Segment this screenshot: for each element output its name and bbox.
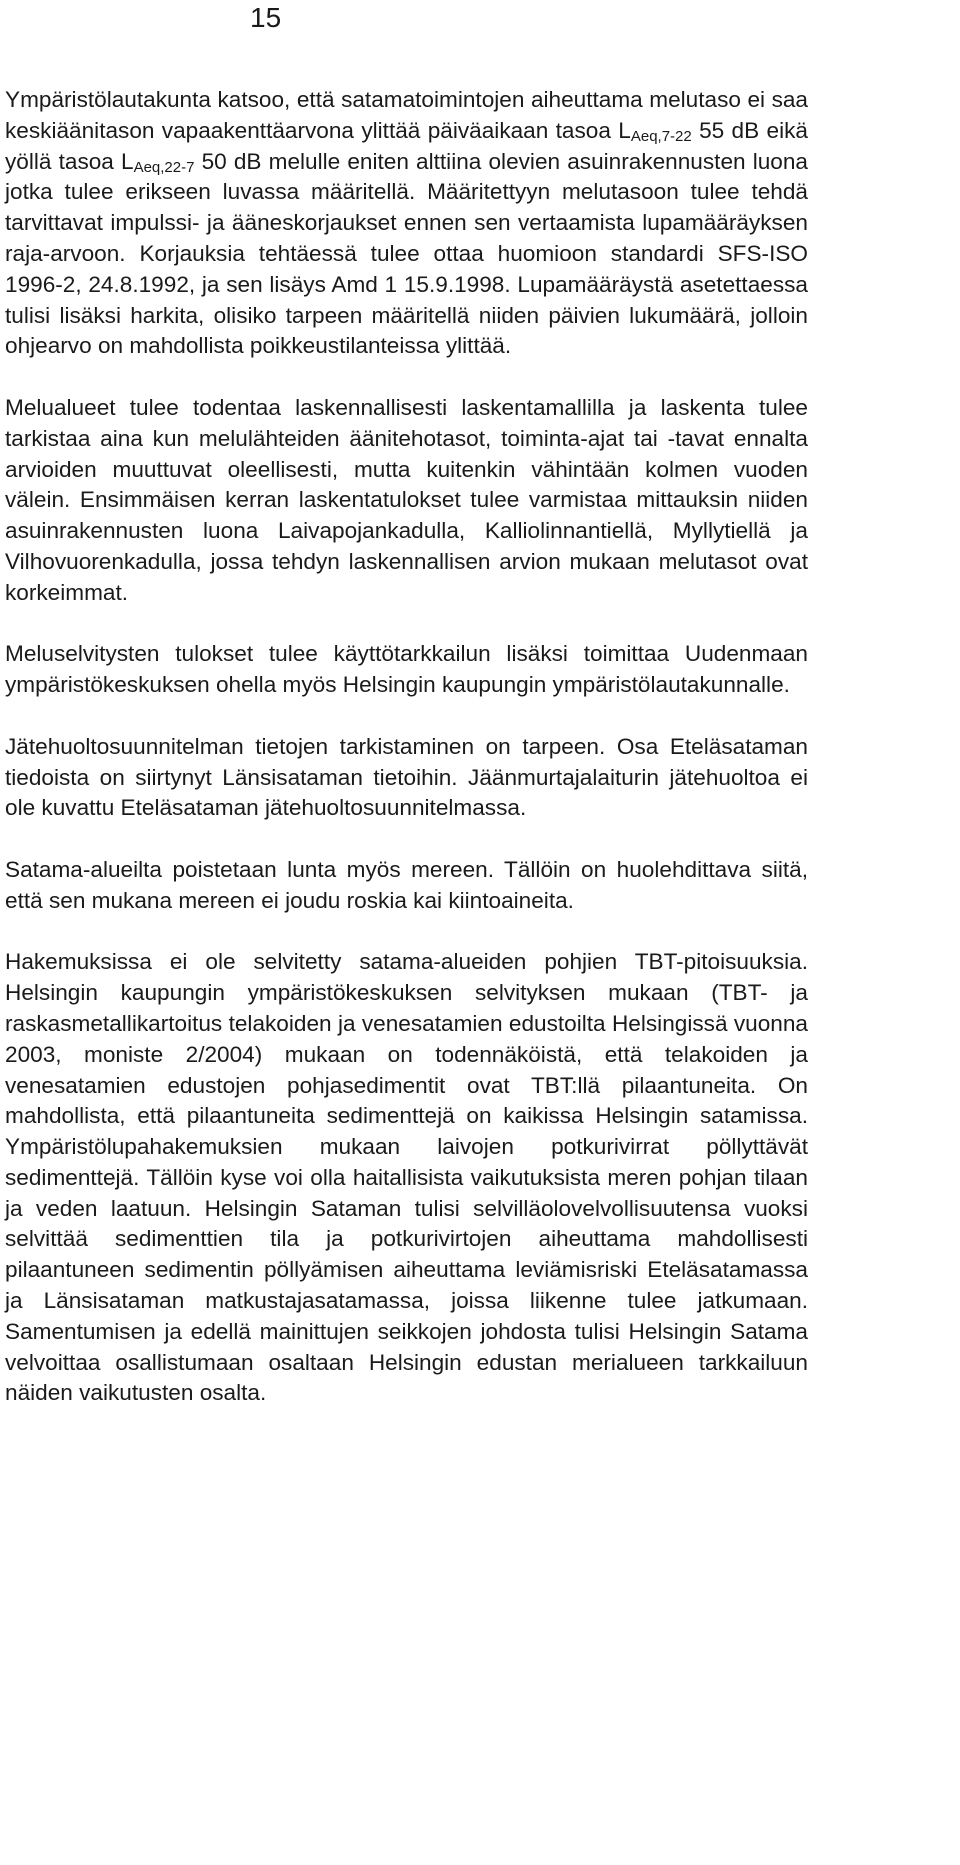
subscript-night-period: Aeq,22-7 bbox=[133, 158, 195, 176]
paragraph-waste-plan: Jätehuoltosuunnitelman tietojen tarkistaminen on tarpeen. Osa Eteläsataman tiedoista on siirtynyt Länsisataman tietoihin. Jäänmurtajalaiturin jätehuoltoa ei ole kuvattu Eteläsataman jätehuoltosuunnitelmassa. bbox=[5, 733, 808, 821]
paragraph-snow-removal: Satama-alueilta poistetaan lunta myös mereen. Tällöin on huolehdittava siitä, että sen mukana mereen ei joudu roskia kai kiintoaineita. bbox=[5, 856, 808, 913]
paragraph-noise-limits: Ympäristölautakunta katsoo, että satamatoimintojen aiheuttama melutaso ei saa keskiäänitason vapaakenttäarvona ylittää päiväaikaan tasoa $L_{Aeq,7-22}$ 55 dB eikä yöllä tasoa $L_{Aeq,22-7}$ 50 dB melulle eniten alttiina olevien asuinrakennusten luona jotka tulee erikseen luvassa määritellä. Määritettyyn melutasoon tulee tehdä tarvittavat impulssi- ja ääneskorjaukset ennen sen vertaamista lupamääräyksen raja-arvoon. Korjauksia tehtäessä tulee ottaa huomioon standardi SFS-ISO 1996-2, 24.8.1992, ja sen lisäys Amd 1 15.9.1998. Lupamääräystä asetettaessa tulisi lisäksi harkita, olisiko tarpeen määritellä niiden päivien lukumäärä, jolloin ohjearvo on mahdollista poikkeustilanteissa ylittää. bbox=[5, 87, 808, 359]
paragraph-noise-areas: Melualueet tulee todentaa laskennallisesti laskentamallilla ja laskenta tulee tarkistaa aina kun melulähteiden äänitehotasot, toiminta-ajat tai -tavat ennalta arvioiden muuttuvat oleellisesti, mutta kuitenkin vähintään kolmen vuoden välein. Ensimmäisen kerran laskentatulokset tulee varmistaa mittauksin niiden asuinrakennusten luona Laivapojankadulla, Kalliolinnantiellä, Myllytiellä ja Vilhovuorenkadulla, jossa tehdyn laskennallisen arvion mukaan melutasot ovat korkeimmat. bbox=[5, 394, 808, 605]
body-text bbox=[5, 85, 808, 1409]
subscript-day-period: Aeq,7-22 bbox=[630, 127, 692, 145]
paragraph-noise-reports: Meluselvitysten tulokset tulee käyttötarkkailun lisäksi toimittaa Uudenmaan ympäristökeskuksen ohella myös Helsingin kaupungin ympäristölautakunnalle. bbox=[5, 641, 808, 698]
paragraph-tbt-sediments: Hakemuksissa ei ole selvitetty satama-alueiden pohjien TBT-pitoisuuksia. Helsingin kaupungin ympäristökeskuksen selvityksen mukaan (TBT- ja raskasmetallikartoitus telakoiden ja venesatamien edustoilta Helsingissä vuonna 2003, moniste 2/2004) mukaan on todennäköistä, että telakoiden ja venesatamien edustojen pohjasedimentit ovat TBT:llä pilaantuneita. On mahdollista, että pilaantuneita sedimenttejä on kaikissa Helsingin satamissa. Ympäristölupahakemuksien mukaan laivojen potkurivirrat pöllyttävät sedimenttejä. Tällöin kyse voi olla haitallisista vaikutuksista meren pohjan tilaan ja veden laatuun. Helsingin Sataman tulisi selvilläolovelvollisuutensa vuoksi selvittää sedimenttien tila ja potkurivirtojen aiheuttama mahdollisesti pilaantuneen sedimentin pöllyämisen aiheuttama leviämisriski Eteläsatamassa ja Länsisataman matkustajasatamassa, joissa liikenne tulee jatkumaan. Samentumisen ja edellä mainittujen seikkojen johdosta tulisi Helsingin Satama velvoittaa osallistumaan osaltaan Helsingin edustan merialueen tarkkailuun näiden vaikutusten osalta. bbox=[5, 949, 808, 1406]
page-number: 15 bbox=[250, 2, 282, 33]
